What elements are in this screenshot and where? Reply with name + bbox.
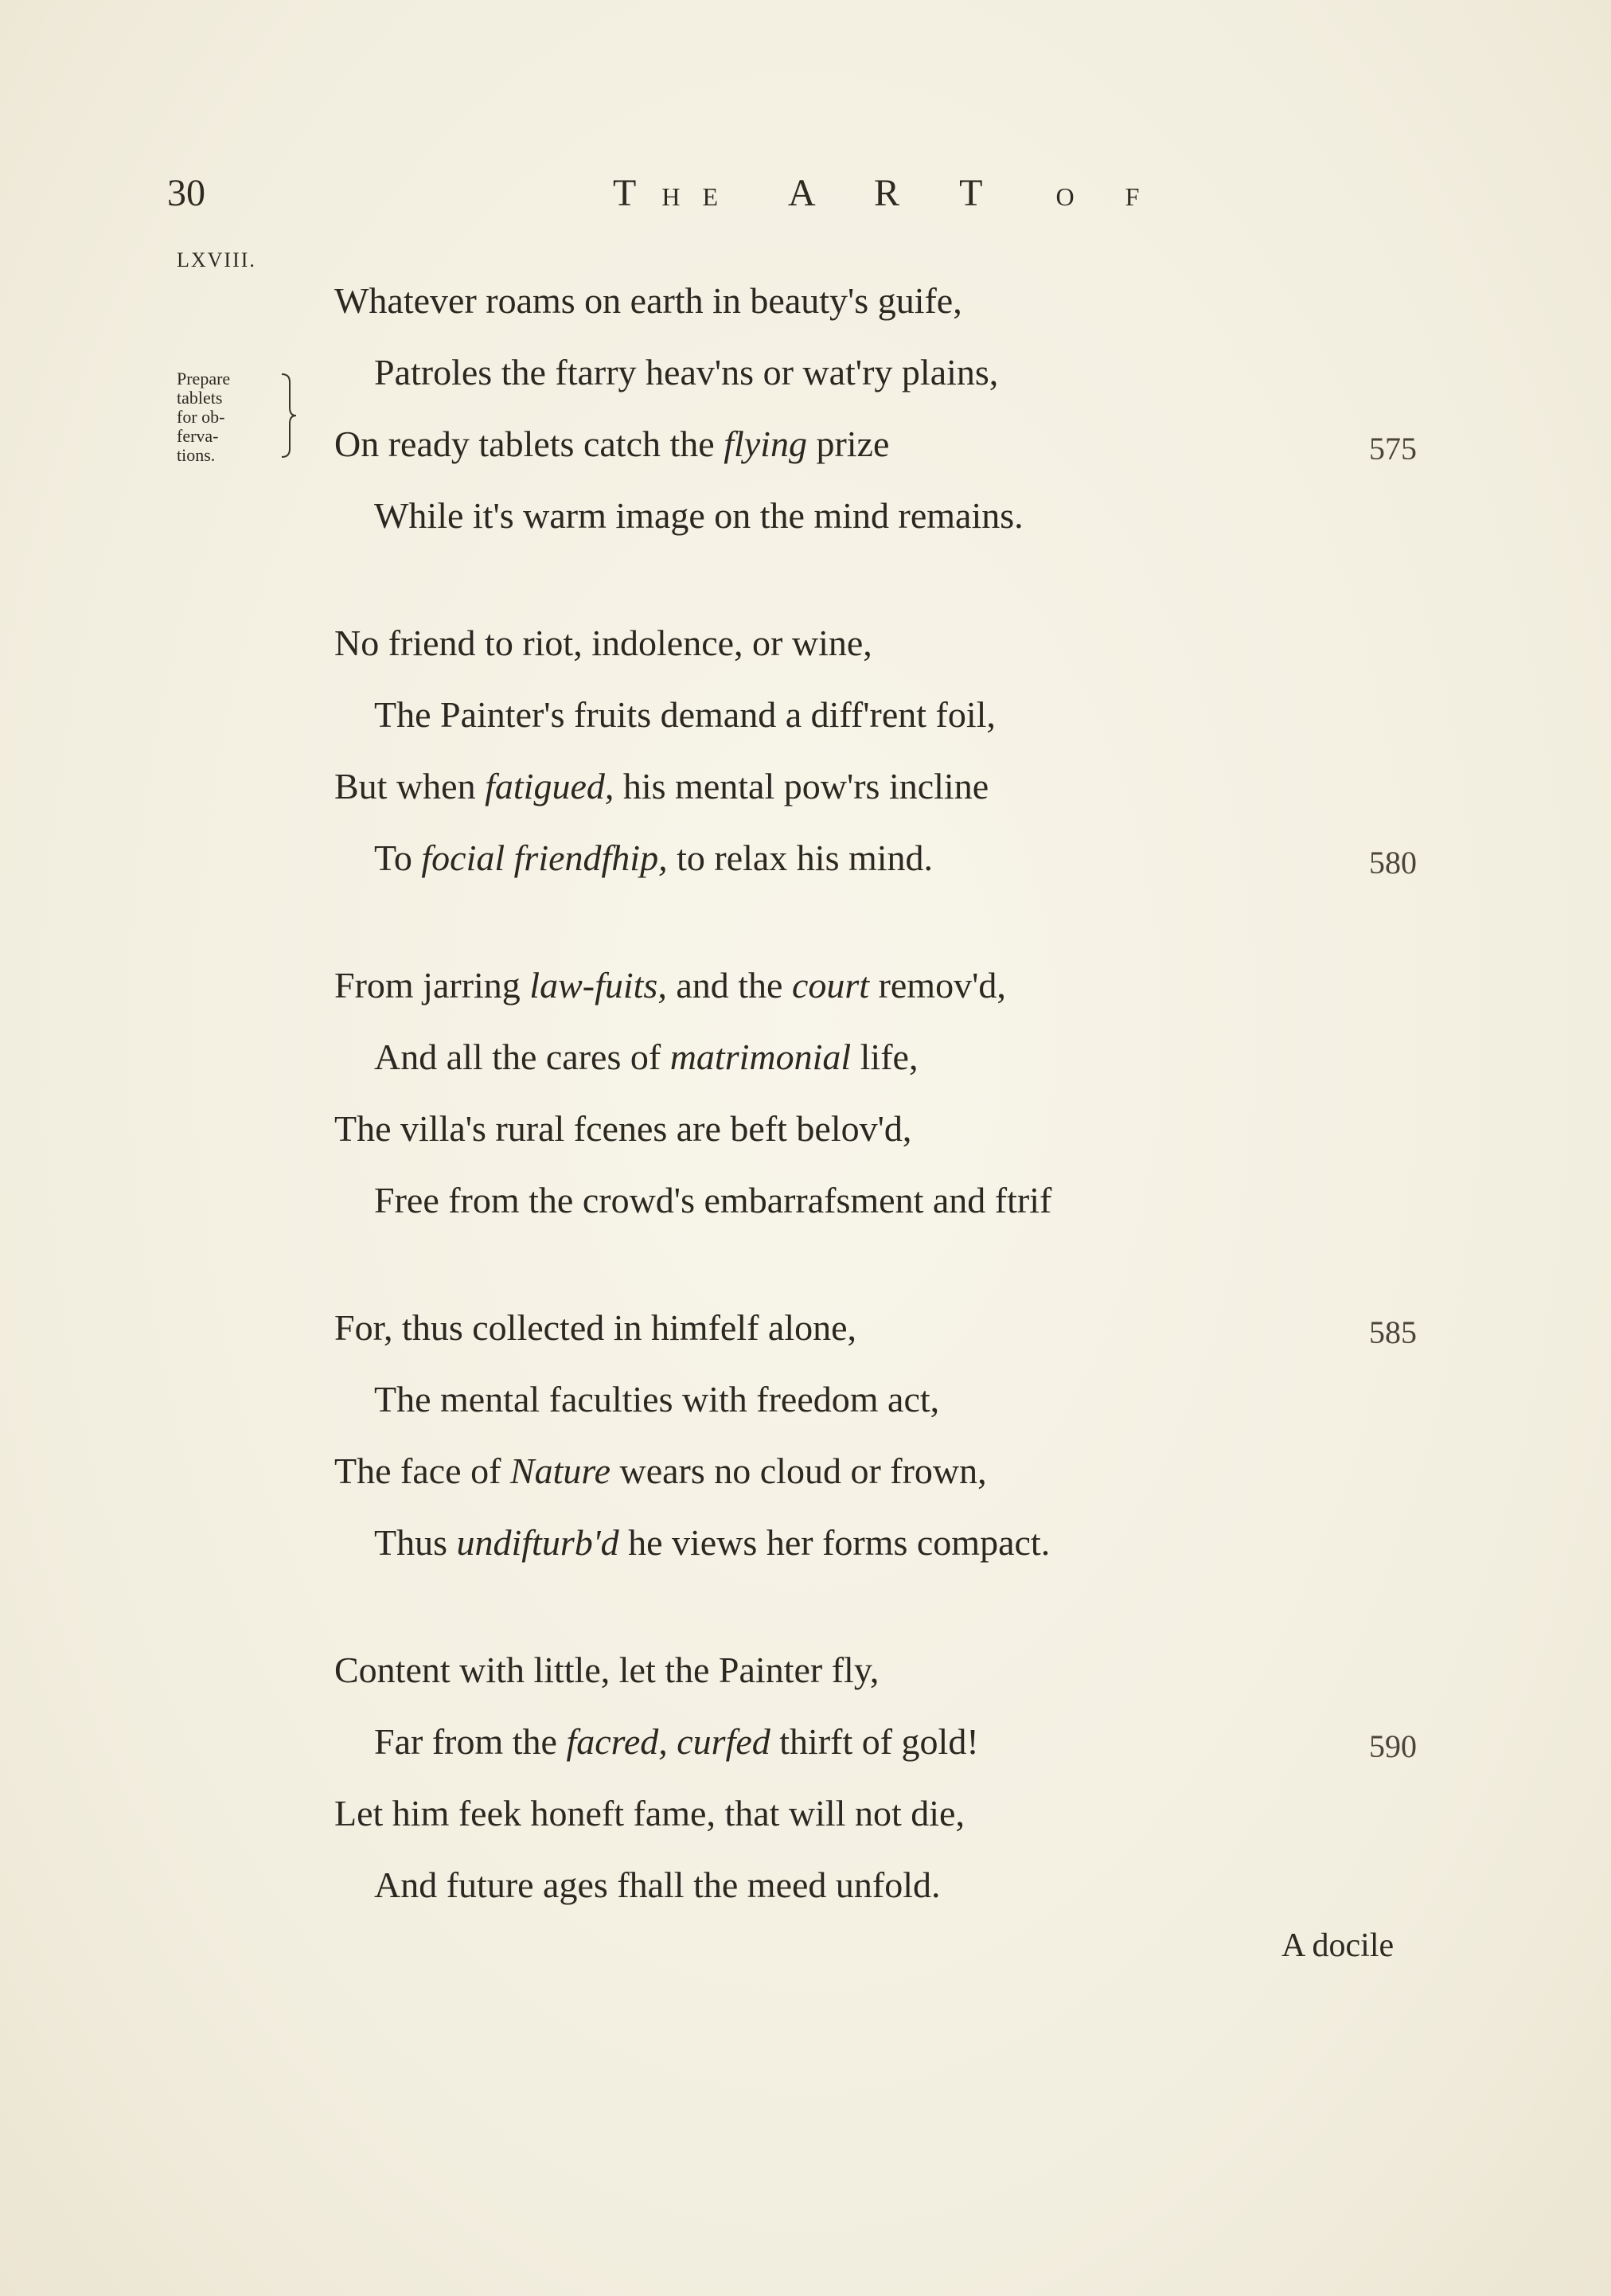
section-number: LXVIII.	[177, 248, 256, 271]
italic-word: matrimonial	[669, 1037, 852, 1077]
italic-word: undifturb'd	[456, 1522, 619, 1563]
page-number: 30	[167, 172, 205, 214]
verse-line: But when fatigued, his mental pow'rs incline	[334, 766, 989, 806]
verse-line: Whatever roams on earth in beauty's guife,	[334, 280, 962, 321]
verse-line: For, thus collected in himfelf alone,	[334, 1307, 857, 1348]
marginal-note	[177, 369, 288, 465]
italic-word: Nature	[509, 1451, 610, 1491]
verse-line: And all the cares of matrimonial life,	[374, 1037, 919, 1077]
marginal-note-line: tablets	[177, 388, 223, 408]
italic-word: fatigued,	[485, 766, 614, 806]
verse-line: No friend to riot, indolence, or wine,	[334, 623, 872, 663]
italic-word: court	[791, 965, 870, 1005]
verse-line: Let him feek honeft fame, that will not die,	[334, 1793, 965, 1833]
catchword: A docile	[1281, 1927, 1395, 1964]
marginal-note-line: for ob-	[177, 407, 225, 427]
italic-word: focial friendfhip,	[421, 838, 668, 878]
verse-line: On ready tablets catch the flying prize	[334, 424, 890, 464]
line-number: 580	[1369, 845, 1417, 881]
marginal-note-line: Prepare	[177, 369, 231, 389]
italic-word: law-fuits,	[529, 965, 667, 1005]
verse-line: The villa's rural fcenes are beft belov'd,	[334, 1108, 912, 1149]
brace-icon	[280, 373, 298, 459]
italic-word: facred, curfed	[566, 1721, 770, 1762]
marginal-note-line: tions.	[177, 445, 216, 465]
verse-line: Patroles the ftarry heav'ns or wat'ry plains,	[374, 352, 999, 392]
line-number: 590	[1369, 1728, 1417, 1764]
running-title-of: O F	[1055, 182, 1162, 211]
line-number: 585	[1369, 1314, 1417, 1350]
verse-line: Far from the facred, curfed thirft of gold!	[374, 1721, 979, 1762]
verse-line: The Painter's fruits demand a diff'rent foil,	[374, 694, 996, 735]
verse-line: Free from the crowd's embarrafsment and ftrif	[374, 1180, 1052, 1220]
marginal-note-line: ferva-	[177, 426, 219, 446]
verse-line: To focial friendfhip, to relax his mind.	[374, 838, 934, 878]
verse-line: Thus undifturb'd he views her forms compact.	[374, 1522, 1051, 1563]
verse-line: And future ages fhall the meed unfold.	[374, 1865, 941, 1905]
verse-line: The mental faculties with freedom act,	[374, 1379, 940, 1419]
running-title-initial: T	[613, 172, 662, 214]
running-title	[613, 171, 1161, 215]
page-header	[0, 171, 1611, 235]
verse-line: From jarring law-fuits, and the court remov'd,	[334, 965, 1006, 1005]
verse-line: Content with little, let the Painter fly,	[334, 1650, 880, 1690]
running-title-the: HE	[661, 182, 740, 211]
running-title-art: A R T	[787, 172, 1008, 214]
italic-word: flying	[724, 424, 807, 464]
verse-line: The face of Nature wears no cloud or frown,	[334, 1451, 987, 1491]
verse-line: While it's warm image on the mind remains.	[374, 495, 1024, 536]
line-number: 575	[1369, 431, 1417, 467]
